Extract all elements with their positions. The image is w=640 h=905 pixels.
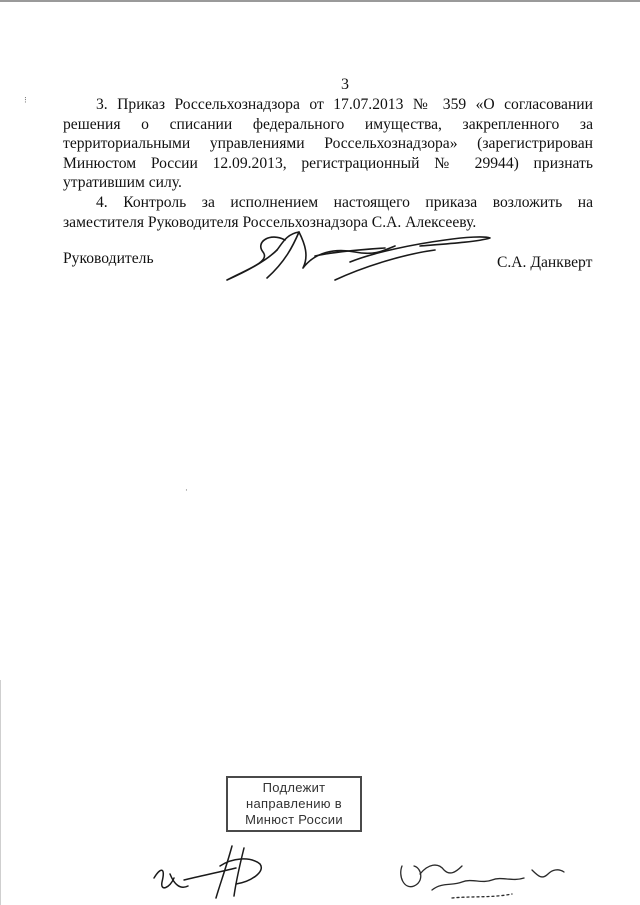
handwritten-signature [215,222,495,292]
stamp-line: направлению в [246,796,342,811]
scan-speck: ⁝ [24,96,27,106]
registrar-signature [392,846,572,904]
paragraph-4: 4. Контроль за исполнением настоящего приказа возложить на заместителя Руководителя Россельхознадзора С.А. Алексееву. [63,193,593,231]
stamp-line: Подлежит [262,780,326,795]
signer-title: Руководитель [63,250,154,267]
stamp-box [226,776,362,832]
stamp-line: Минюст России [245,812,343,827]
page-number: 3 [341,76,349,93]
page-top-edge [0,0,640,2]
signer-name: С.А. Данкверт [497,254,593,271]
initials-signature [140,838,280,902]
scan-edge-line [0,680,1,905]
scan-speck: · [185,486,188,496]
paragraph-3: 3. Приказ Россельхознадзора от 17.07.2013 № 359 «О согласовании решения о списании федерального имущества, закрепленного за территориальными управлениями Россельхознадзора» (зарегистрирован Минюстом России 12.09.2013, регистрационный № 29944) признать утратившим силу. [63,96,593,192]
document-body [63,95,593,232]
